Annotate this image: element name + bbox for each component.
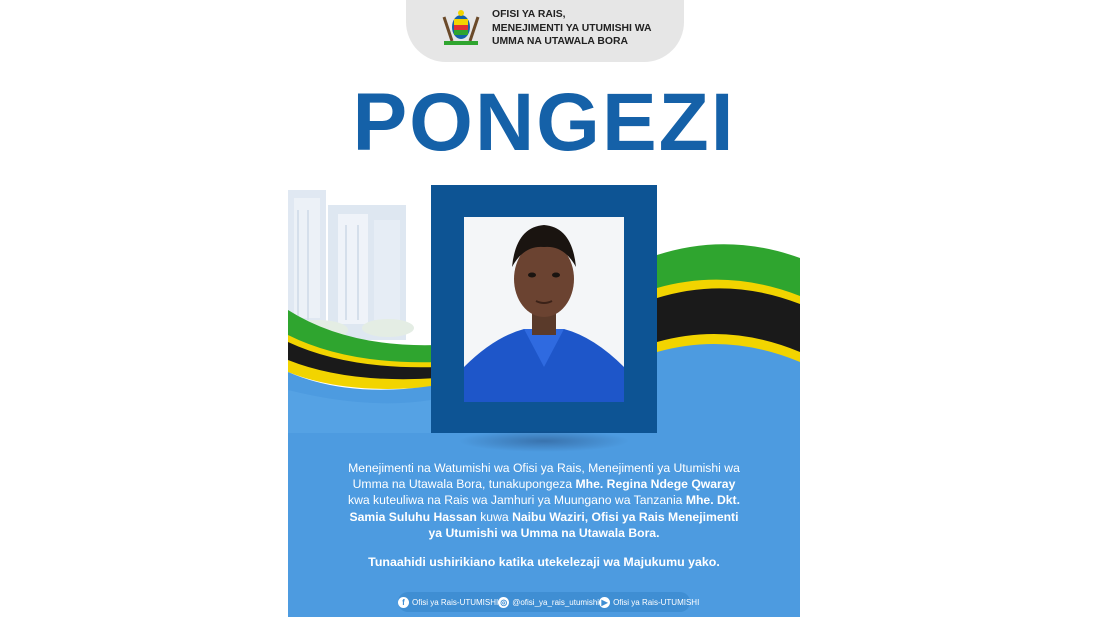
photo-shadow bbox=[458, 430, 630, 452]
header-ministry-name bbox=[492, 8, 677, 49]
portrait-illustration bbox=[464, 217, 624, 402]
instagram-icon: ◎ bbox=[498, 597, 509, 608]
appointee-name: Mhe. Regina Ndege Qwaray bbox=[575, 477, 736, 492]
pledge-text: Tunaahidi ushirikiano katika utekelezaji wa Majukumu yako. bbox=[368, 555, 720, 569]
youtube-link[interactable] bbox=[599, 597, 699, 608]
message-part-2: kwa kuteuliwa na Rais wa Jamhuri ya Muungano wa Tanzania bbox=[348, 493, 686, 508]
youtube-handle: Ofisi ya Rais-UTUMISHI bbox=[613, 597, 700, 607]
header-line-2: MENEJIMENTI YA UTUMISHI WA bbox=[492, 22, 652, 34]
message-part-1: Menejimenti na Watumishi wa Ofisi ya Rais, Menejimenti ya Utumishi wa Umma na Utawala Bora, tunakupongeza bbox=[348, 461, 740, 492]
youtube-icon: ▶ bbox=[599, 597, 610, 608]
social-media-bar bbox=[398, 592, 700, 612]
message-part-3: kuwa bbox=[476, 509, 513, 524]
coat-of-arms-icon bbox=[440, 7, 482, 47]
instagram-link[interactable] bbox=[498, 597, 599, 608]
appointed-position: Naibu Waziri, Ofisi ya Rais Menejimenti ya Utumishi wa Umma na Utawala Bora. bbox=[428, 509, 739, 540]
building-illustration bbox=[288, 190, 414, 340]
facebook-handle: Ofisi ya Rais-UTUMISHI bbox=[412, 597, 499, 607]
congratulation-message bbox=[343, 460, 745, 541]
president-name: Mhe. Dkt. Samia Suluhu Hassan bbox=[349, 493, 740, 524]
facebook-link[interactable] bbox=[398, 597, 498, 608]
facebook-icon: f bbox=[398, 597, 409, 608]
header-line-3: UMMA NA UTAWALA BORA bbox=[492, 36, 629, 47]
page-title: PONGEZI bbox=[352, 77, 736, 168]
header-line-1: OFISI YA RAIS, bbox=[492, 9, 566, 20]
poster bbox=[288, 0, 800, 617]
portrait-photo bbox=[464, 217, 624, 402]
instagram-handle: @ofisi_ya_rais_utumishi bbox=[512, 597, 600, 607]
